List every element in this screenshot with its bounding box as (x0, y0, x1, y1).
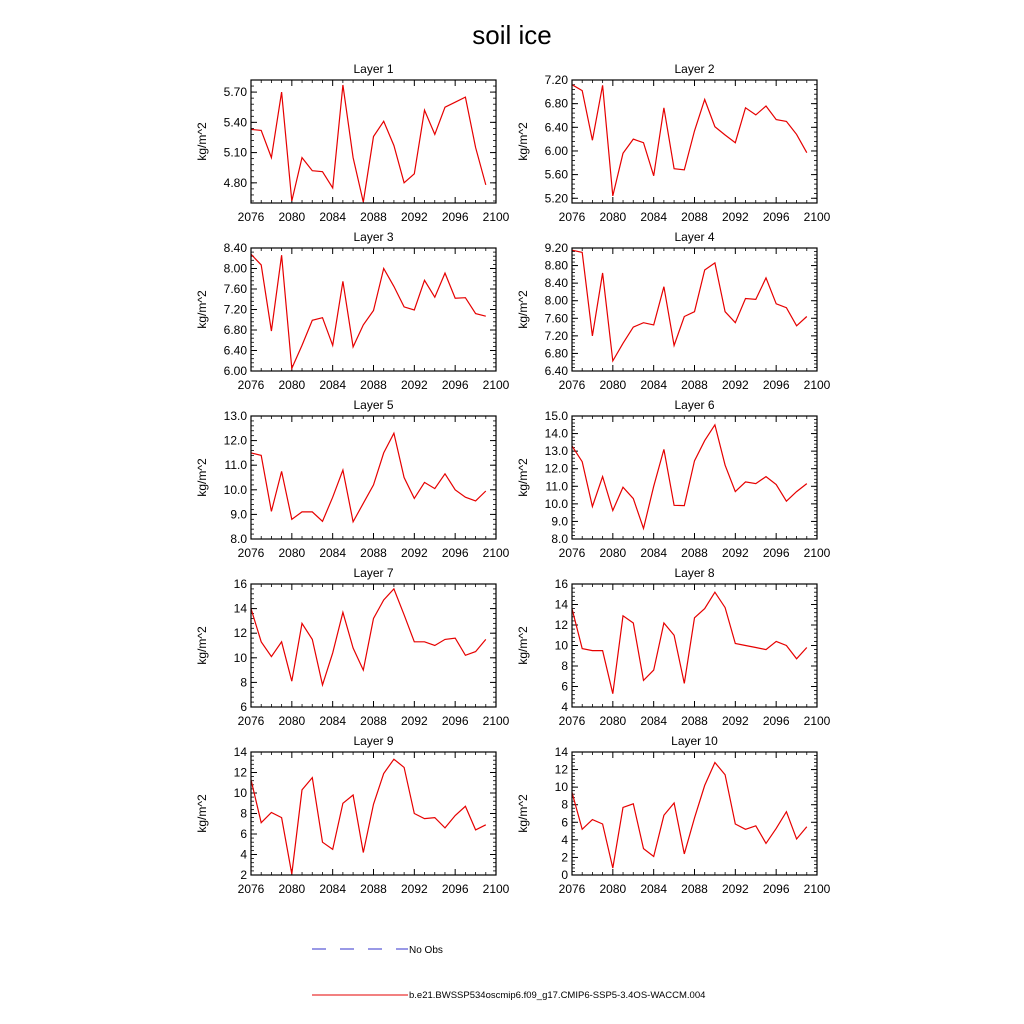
x-tick-label: 2100 (803, 882, 831, 896)
y-axis-label: kg/m^2 (195, 458, 209, 497)
chart-panel-8 (516, 566, 831, 728)
legend-obs-label: No Obs (409, 945, 443, 956)
x-tick-label: 2100 (803, 714, 831, 728)
y-tick-label: 12 (233, 765, 247, 780)
y-tick-label: 14 (554, 745, 568, 759)
plot-frame (251, 752, 496, 875)
series-line (251, 433, 486, 522)
x-tick-label: 2088 (360, 882, 387, 896)
x-tick-label: 2076 (237, 714, 265, 728)
series-line (251, 759, 486, 874)
y-axis-label: kg/m^2 (195, 122, 209, 161)
chart-title: Layer 5 (353, 398, 394, 412)
y-tick-label: 4 (240, 847, 247, 862)
series-line (251, 85, 486, 202)
x-tick-label: 2092 (721, 210, 749, 224)
series-line (572, 763, 807, 869)
chart-title: Layer 7 (353, 566, 394, 580)
y-tick-label: 6.40 (544, 364, 568, 378)
y-tick-label: 14 (233, 601, 247, 616)
x-tick-label: 2080 (599, 546, 627, 560)
x-tick-label: 2084 (319, 378, 347, 392)
x-tick-label: 2092 (721, 714, 749, 728)
x-tick-label: 2096 (762, 378, 790, 392)
y-tick-label: 8.40 (223, 241, 247, 255)
y-tick-label: 8.00 (223, 261, 247, 276)
x-tick-label: 2092 (721, 546, 749, 560)
y-tick-label: 4 (561, 700, 568, 714)
x-tick-label: 2100 (482, 882, 510, 896)
y-tick-label: 11.0 (545, 479, 568, 494)
y-tick-label: 8 (561, 797, 568, 812)
plot-frame (251, 416, 496, 539)
x-tick-label: 2076 (558, 714, 586, 728)
y-axis-label: kg/m^2 (516, 290, 530, 329)
x-tick-label: 2088 (360, 378, 387, 392)
x-tick-label: 2100 (482, 210, 510, 224)
y-tick-label: 6 (240, 827, 247, 841)
x-tick-label: 2080 (599, 210, 627, 224)
y-axis-label: kg/m^2 (195, 626, 209, 665)
y-axis-label: kg/m^2 (516, 626, 530, 665)
y-tick-label: 4 (561, 832, 568, 847)
y-tick-label: 7.20 (544, 73, 568, 87)
chart-panel-7 (195, 566, 510, 728)
x-tick-label: 2096 (762, 210, 790, 224)
y-tick-label: 6.40 (223, 343, 247, 358)
panels-container (195, 62, 831, 896)
x-tick-label: 2096 (441, 546, 469, 560)
y-tick-label: 2 (561, 850, 568, 865)
chart-panel-5 (195, 398, 510, 560)
x-tick-label: 2092 (400, 378, 428, 392)
chart-title: Layer 4 (674, 230, 715, 244)
y-tick-label: 8 (561, 659, 568, 673)
y-tick-label: 10.0 (544, 496, 568, 511)
chart-title: Layer 1 (353, 62, 394, 76)
x-tick-label: 2080 (278, 882, 306, 896)
x-tick-label: 2076 (558, 210, 586, 224)
series-line (251, 589, 486, 685)
y-tick-label: 9.20 (544, 241, 568, 255)
x-tick-label: 2076 (237, 378, 265, 392)
series-line (572, 425, 807, 529)
x-tick-label: 2080 (278, 210, 306, 224)
x-tick-label: 2084 (319, 210, 347, 224)
y-tick-label: 8.40 (544, 276, 568, 291)
x-tick-label: 2076 (237, 210, 265, 224)
x-tick-label: 2092 (721, 378, 749, 392)
x-tick-label: 2080 (599, 714, 627, 728)
x-tick-label: 2084 (640, 210, 668, 224)
y-tick-label: 11.0 (224, 458, 247, 473)
x-tick-label: 2088 (360, 714, 387, 728)
y-tick-label: 6 (561, 815, 568, 830)
chart-title: Layer 9 (353, 734, 394, 748)
y-tick-label: 8.80 (544, 258, 568, 273)
x-tick-label: 2100 (803, 546, 831, 560)
y-tick-label: 14.0 (544, 426, 568, 441)
y-tick-label: 12.0 (223, 433, 247, 448)
y-tick-label: 7.20 (544, 328, 568, 343)
y-tick-label: 8.0 (551, 532, 568, 546)
x-tick-label: 2084 (640, 714, 668, 728)
y-tick-label: 12 (554, 618, 568, 632)
chart-title: Layer 8 (674, 566, 715, 580)
x-tick-label: 2088 (681, 378, 708, 392)
x-tick-label: 2088 (681, 714, 708, 728)
x-tick-label: 2092 (400, 882, 428, 896)
y-tick-label: 6 (240, 700, 247, 714)
y-tick-label: 6 (561, 679, 568, 694)
y-tick-label: 15.0 (544, 409, 568, 423)
y-tick-label: 14 (233, 745, 247, 759)
x-tick-label: 2092 (400, 546, 428, 560)
x-tick-label: 2096 (441, 210, 469, 224)
x-tick-label: 2100 (482, 546, 510, 560)
y-tick-label: 10 (554, 780, 568, 795)
y-tick-label: 12 (233, 626, 247, 641)
x-tick-label: 2084 (640, 378, 668, 392)
x-tick-label: 2100 (482, 714, 510, 728)
y-tick-label: 0 (561, 868, 568, 882)
plot-frame (572, 416, 817, 539)
x-tick-label: 2100 (803, 378, 831, 392)
x-tick-label: 2092 (721, 882, 749, 896)
chart-title: Layer 6 (674, 398, 715, 412)
chart-title: Layer 10 (671, 734, 718, 748)
x-tick-label: 2088 (360, 210, 387, 224)
y-tick-label: 8 (240, 806, 247, 821)
chart-panel-4 (516, 230, 831, 392)
y-tick-label: 13.0 (544, 444, 568, 459)
y-tick-label: 10 (233, 786, 247, 800)
x-tick-label: 2080 (278, 378, 306, 392)
chart-panel-10 (516, 734, 831, 896)
y-tick-label: 2 (240, 868, 247, 882)
plot-frame (572, 80, 817, 203)
x-tick-label: 2076 (237, 882, 265, 896)
chart-panel-3 (195, 230, 510, 392)
y-tick-label: 8.00 (544, 293, 568, 308)
y-tick-label: 13.0 (223, 409, 247, 423)
y-tick-label: 5.20 (544, 191, 568, 206)
x-tick-label: 2084 (319, 882, 347, 896)
x-tick-label: 2076 (558, 882, 586, 896)
x-tick-label: 2088 (681, 210, 708, 224)
x-tick-label: 2080 (278, 714, 306, 728)
y-tick-label: 6.00 (223, 364, 247, 378)
y-tick-label: 14 (554, 597, 568, 612)
x-tick-label: 2084 (640, 546, 668, 560)
x-tick-label: 2096 (762, 714, 790, 728)
x-tick-label: 2096 (441, 378, 469, 392)
x-tick-label: 2096 (441, 714, 469, 728)
plot-frame (572, 752, 817, 875)
y-tick-label: 6.80 (544, 96, 568, 111)
y-tick-label: 7.20 (223, 302, 247, 317)
x-tick-label: 2088 (681, 546, 708, 560)
y-tick-label: 5.40 (223, 115, 247, 130)
plot-frame (251, 80, 496, 203)
legend-model-label: b.e21.BWSSP534oscmip6.f09_g17.CMIP6-SSP5-3.4OS-WACCM.004 (409, 990, 706, 1001)
y-axis-label: kg/m^2 (195, 290, 209, 329)
y-tick-label: 9.0 (230, 507, 247, 522)
chart-panel-2 (516, 62, 831, 224)
y-tick-label: 4.80 (223, 175, 247, 190)
plot-frame (572, 584, 817, 707)
series-line (251, 254, 486, 368)
x-tick-label: 2080 (599, 378, 627, 392)
y-tick-label: 9.0 (551, 514, 568, 529)
x-tick-label: 2092 (400, 714, 428, 728)
y-tick-label: 5.70 (223, 85, 247, 100)
chart-title: Layer 3 (353, 230, 394, 244)
y-tick-label: 6.00 (544, 143, 568, 158)
y-tick-label: 16 (554, 577, 568, 591)
y-tick-label: 16 (233, 577, 247, 591)
y-tick-label: 5.10 (223, 145, 247, 160)
y-axis-label: kg/m^2 (516, 122, 530, 161)
figure-title: soil ice (472, 20, 552, 50)
x-tick-label: 2088 (681, 882, 708, 896)
series-line (572, 592, 807, 694)
x-tick-label: 2096 (762, 882, 790, 896)
chart-panel-6 (516, 398, 831, 560)
x-tick-label: 2084 (319, 546, 347, 560)
x-tick-label: 2080 (599, 882, 627, 896)
series-line (572, 85, 807, 196)
y-tick-label: 8 (240, 675, 247, 690)
y-tick-label: 6.80 (223, 323, 247, 337)
x-tick-label: 2084 (640, 882, 668, 896)
y-tick-label: 8.0 (230, 532, 247, 546)
y-tick-label: 10 (554, 638, 568, 653)
x-tick-label: 2096 (441, 882, 469, 896)
y-tick-label: 6.80 (544, 346, 568, 361)
y-tick-label: 7.60 (223, 282, 247, 296)
y-tick-label: 10.0 (223, 482, 247, 497)
y-tick-label: 5.60 (544, 167, 568, 182)
x-tick-label: 2088 (360, 546, 387, 560)
x-tick-label: 2100 (482, 378, 510, 392)
legend (312, 945, 705, 1001)
x-tick-label: 2076 (558, 378, 586, 392)
x-tick-label: 2100 (803, 210, 831, 224)
x-tick-label: 2076 (237, 546, 265, 560)
x-tick-label: 2080 (278, 546, 306, 560)
x-tick-label: 2096 (762, 546, 790, 560)
x-tick-label: 2076 (558, 546, 586, 560)
y-axis-label: kg/m^2 (516, 794, 530, 833)
y-axis-label: kg/m^2 (195, 794, 209, 833)
chart-panel-9 (195, 734, 510, 896)
y-tick-label: 10 (233, 650, 247, 665)
series-line (572, 250, 807, 361)
y-tick-label: 12.0 (544, 461, 568, 476)
y-axis-label: kg/m^2 (516, 458, 530, 497)
y-tick-label: 12 (554, 762, 568, 777)
chart-panel-1 (195, 62, 510, 224)
y-tick-label: 6.40 (544, 120, 568, 135)
y-tick-label: 7.60 (544, 311, 568, 326)
x-tick-label: 2092 (400, 210, 428, 224)
chart-title: Layer 2 (674, 62, 715, 76)
x-tick-label: 2084 (319, 714, 347, 728)
